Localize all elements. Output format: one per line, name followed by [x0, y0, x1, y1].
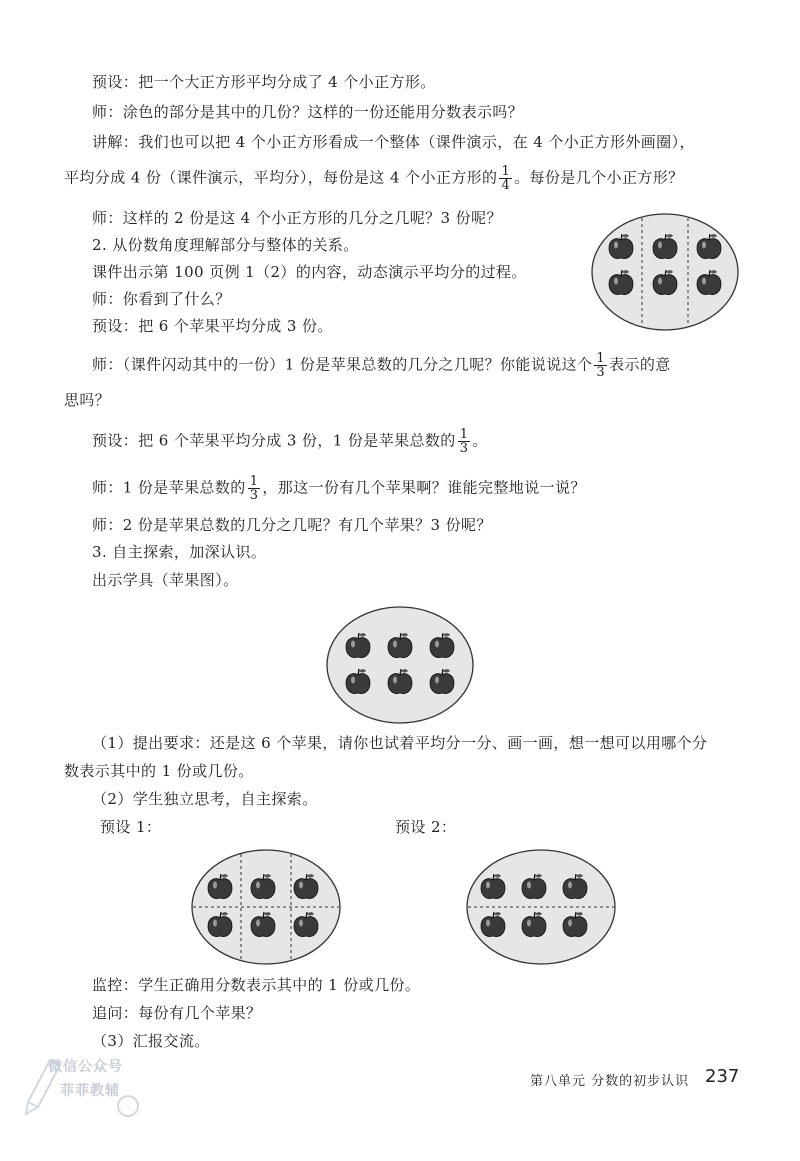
text-line-8: 师：你看到了什么？: [92, 290, 231, 308]
fraction-numerator: 1: [596, 351, 606, 366]
text-line-1: 预设：把一个大正方形平均分成了 4 个小正方形。: [92, 73, 436, 91]
footer-unit-title: 第八单元 分数的初步认识: [530, 1074, 690, 1089]
text-line-11: 思吗？: [64, 391, 111, 409]
fraction-one-third-a: [594, 352, 607, 379]
oval-outline: [327, 607, 473, 723]
page-number: 237: [705, 1066, 740, 1087]
fraction-numerator: 1: [501, 164, 511, 179]
text-line-7: 课件出示第 100 页例 1（2）的内容，动态演示平均分的过程。: [92, 263, 527, 281]
apple-figure-preset-2: [465, 848, 617, 966]
text-line-10-b: 表示的意: [609, 355, 671, 374]
text-line-3: 讲解：我们也可以把 4 个小正方形看成一个整体（课件演示，在 4 个小正方形外画圈），: [92, 133, 695, 151]
preset-1-label: 预设 1：: [100, 818, 162, 836]
preset-2-label: 预设 2：: [395, 818, 457, 836]
fraction-one-third-b: [458, 428, 471, 455]
fraction-one-quarter: [499, 165, 512, 192]
apple-figure-three-columns: [590, 212, 740, 332]
fraction-numerator: 1: [249, 474, 259, 489]
fraction-one-third-c: [248, 475, 261, 502]
text-line-10-a: 师：（课件闪动其中的一份）1 份是苹果总数的几分之几呢？你能说说这个: [92, 355, 593, 374]
text-line-4: [64, 165, 684, 192]
text-line-22: 追问：每份有几个苹果？: [92, 1004, 262, 1022]
fraction-denominator: 4: [501, 178, 511, 193]
text-line-10: [92, 352, 671, 379]
watermark: [20, 1040, 150, 1120]
fraction-denominator: 3: [249, 488, 259, 503]
text-line-18: 数表示其中的 1 份或几份。: [64, 762, 254, 780]
text-line-21: 监控：学生正确用分数表示其中的 1 份或几份。: [92, 976, 421, 994]
text-line-5: 师：这样的 2 份是这 4 个小正方形的几分之几呢？3 份呢？: [92, 209, 502, 227]
fraction-numerator: 1: [459, 427, 469, 442]
text-line-6: 2. 从份数角度理解部分与整体的关系。: [92, 236, 359, 254]
text-line-12-b: 。: [472, 431, 488, 450]
text-line-14: 师：2 份是苹果总数的几分之几呢？有几个苹果？3 份呢？: [92, 516, 492, 534]
text-line-4-b: 。每份是几个小正方形？: [514, 168, 684, 187]
fraction-denominator: 3: [459, 441, 469, 456]
text-line-23: （3）汇报交流。: [92, 1032, 210, 1050]
apple-figure-plain: [325, 605, 475, 725]
text-line-15: 3. 自主探索，加深认识。: [92, 543, 267, 561]
text-line-16: 出示学具（苹果图）。: [92, 571, 239, 589]
text-line-12: [92, 428, 488, 455]
text-line-13: [92, 475, 586, 502]
text-line-2: 师：涂色的部分是其中的几份？这样的一份还能用分数表示吗？: [92, 103, 524, 121]
watermark-line-2: 菲菲教辅: [60, 1083, 120, 1099]
text-line-17: （1）提出要求：还是这 6 个苹果，请你也试着平均分一分、画一画，想一想可以用哪个分: [92, 734, 708, 752]
text-line-13-a: 师：1 份是苹果总数的: [92, 478, 246, 497]
text-line-12-a: 预设：把 6 个苹果平均分成 3 份，1 份是苹果总数的: [92, 431, 456, 450]
watermark-line-1: 微信公众号: [48, 1059, 123, 1075]
text-line-4-a: 平均分成 4 份（课件演示，平均分），每份是这 4 个小正方形的: [64, 168, 498, 187]
fraction-denominator: 3: [596, 365, 606, 380]
apple-figure-preset-1: [190, 848, 342, 966]
text-line-19: （2）学生独立思考，自主探索。: [92, 790, 318, 808]
text-line-9: 预设：把 6 个苹果平均分成 3 份。: [92, 317, 333, 335]
text-line-13-b: ，那这一份有几个苹果啊？谁能完整地说一说？: [262, 478, 586, 497]
